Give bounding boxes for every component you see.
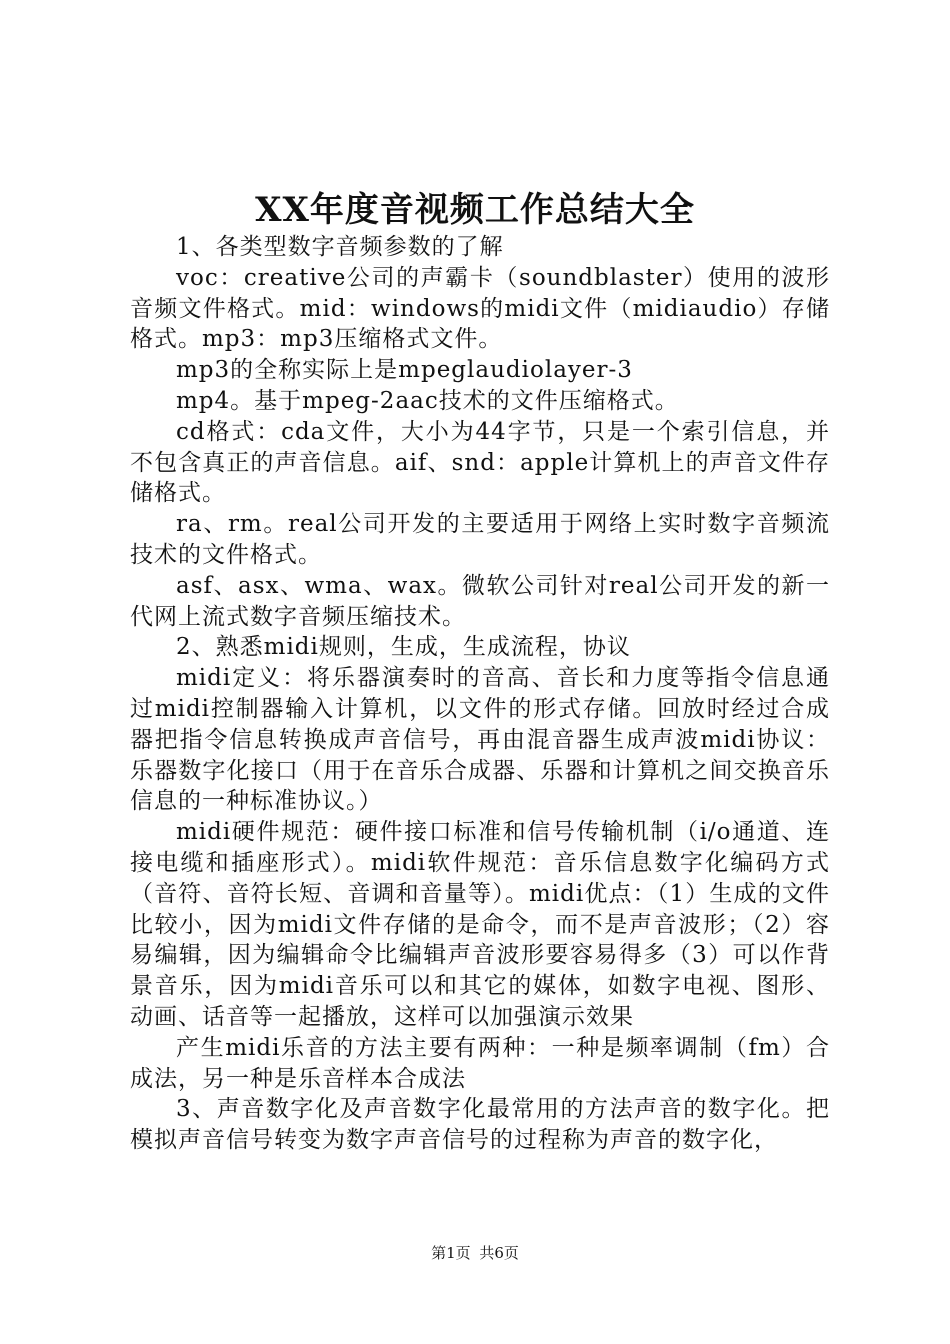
paragraph: midi定义：将乐器演奏时的音高、音长和力度等指令信息通过midi控制器输入计算机，以文件的形式存储。回放时经过合成器把指令信息转换成声音信号，再由混音器生成声波midi协议：乐器数字化接口（用于在音乐合成器、乐器和计算机之间交换音乐信息的一种标准协议。） — [130, 665, 830, 815]
page-total: 共6页 — [479, 1244, 519, 1262]
paragraph: 产生midi乐音的方法主要有两种：一种是频率调制（fm）合成法，另一种是乐音样本合成法 — [130, 1034, 830, 1092]
paragraph: 1、各类型数字音频参数的了解 — [176, 234, 504, 260]
paragraph: 2、熟悉midi规则，生成，生成流程，协议 — [176, 634, 631, 661]
paragraph: mp4。基于mpeg-2aac技术的文件压缩格式。 — [176, 387, 679, 414]
document-title: XX年度音视频工作总结大全 — [255, 190, 695, 230]
paragraph: voc：creative公司的声霸卡（soundblaster）使用的波形音频文件格式。mid：windows的midi文件（midiaudio）存储格式。mp3：mp3压缩格式文件。 — [130, 264, 830, 353]
paragraph: asf、asx、wma、wax。微软公司针对real公司开发的新一代网上流式数字音频压缩技术。 — [130, 572, 830, 630]
page-footer — [0, 1243, 950, 1263]
page-number: 第1页 — [431, 1244, 471, 1262]
paragraph: 3、声音数字化及声音数字化最常用的方法声音的数字化。把模拟声音信号转变为数字声音信号的过程称为声音的数字化， — [130, 1096, 830, 1154]
paragraph: ra、rm。real公司开发的主要适用于网络上实时数字音频流技术的文件格式。 — [130, 511, 830, 568]
paragraph: cd格式：cda文件，大小为44字节，只是一个索引信息，并不包含真正的声音信息。aif、snd：apple计算机上的声音文件存储格式。 — [130, 418, 830, 507]
paragraph: midi硬件规范：硬件接口标准和信号传输机制（i/o通道、连接电缆和插座形式）。midi软件规范：音乐信息数字化编码方式（音符、音符长短、音调和音量等）。midi优点：（1）生成的文件比较小，因为midi文件存储的是命令，而不是声音波形；（2）容易编辑，因为编辑命令比编辑声音波形要容易得多（3）可以作背景音乐，因为midi音乐可以和其它的媒体，如数字电视、图形、动画、话音等一起播放，这样可以加强演示效果 — [130, 819, 830, 1030]
paragraph: mp3的全称实际上是mpeglaudiolayer-3 — [176, 357, 633, 384]
document-body — [130, 232, 830, 1156]
